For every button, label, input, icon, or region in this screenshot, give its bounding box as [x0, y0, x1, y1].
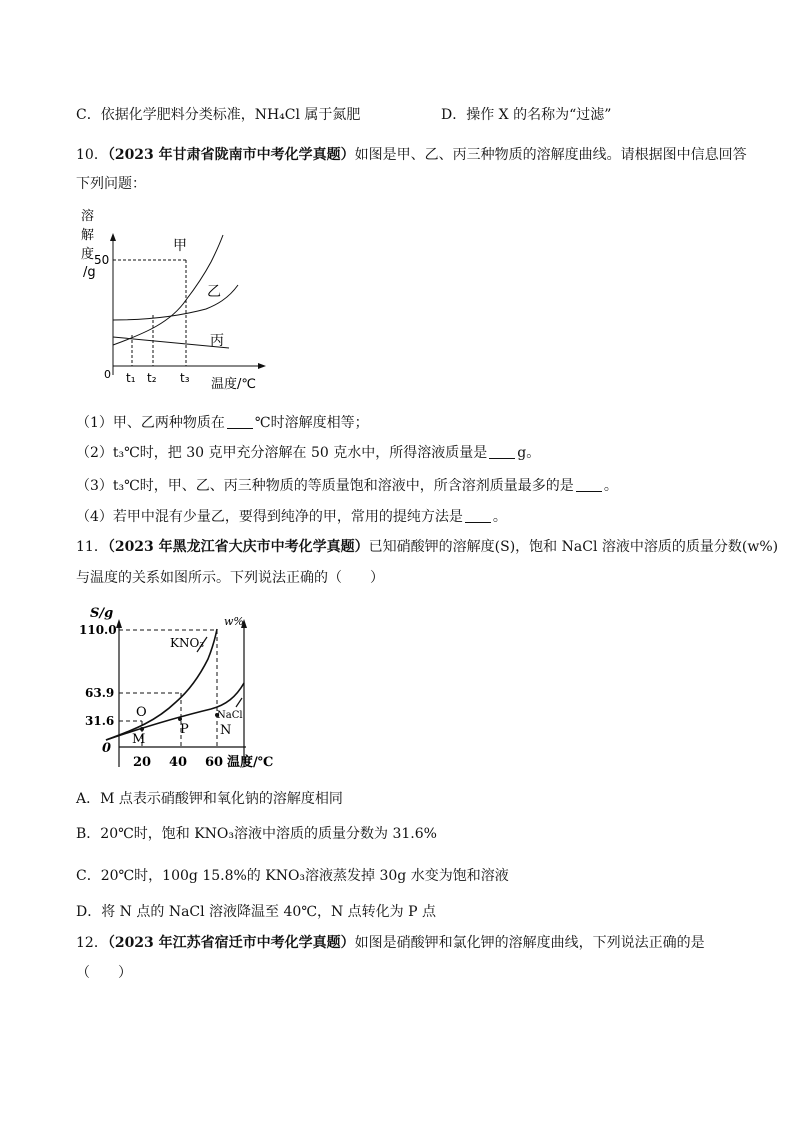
option-d-prev: D．操作 X 的名称为“过滤” [441, 107, 612, 123]
answer-blank[interactable] [489, 444, 515, 459]
q12-stem [76, 933, 705, 953]
q11-label-o: O [136, 705, 147, 720]
q10-stem-cont: 下列问题： [76, 176, 146, 192]
q10-sub-1 [76, 413, 369, 433]
q12-number: 12． [76, 935, 108, 951]
q10-tick-t2: t₂ [147, 371, 157, 385]
q10-ylabel-4: /g [83, 265, 96, 280]
answer-blank[interactable] [576, 477, 602, 492]
q11-label-m: M [132, 732, 146, 747]
q11-ylabel-right: w% [224, 615, 244, 628]
q10-sub-2 [76, 443, 540, 463]
q11-label-n: N [220, 723, 232, 738]
answer-blank[interactable] [227, 414, 253, 429]
q10-ylabel-1: 溶 [81, 209, 95, 224]
q12-answer-paren: （ ） [76, 965, 132, 981]
q10-tick-t1: t₁ [126, 371, 136, 385]
q11-y-arrow-left [116, 619, 122, 628]
q11-ylabel-left: S/g [90, 606, 114, 621]
q10-sub-3 [76, 476, 618, 496]
q10-sub-2-text: （2）t₃℃时，把 30 克甲充分溶解在 50 克水中，所得溶液质量是 [76, 445, 488, 461]
q11-xlabel: 温度/℃ [227, 755, 274, 770]
q11-number: 11． [76, 539, 108, 555]
q10-origin: 0 [104, 368, 111, 381]
q11-kno3-nacl-chart [76, 597, 274, 777]
q10-solubility-chart [76, 205, 276, 395]
q11-option-b[interactable]: B．20℃时，饱和 KNO₃溶液中溶质的质量分数为 31.6% [76, 826, 437, 842]
q11-option-a[interactable]: A．M 点表示硝酸钾和氧化钠的溶解度相同 [76, 791, 343, 807]
q11-stem [76, 537, 778, 557]
q10-sub-3-text-end: 。 [603, 478, 618, 494]
q11-point-m-dot [140, 727, 144, 731]
q10-tick-50: 50 [94, 253, 110, 267]
q10-sub-1-text: （1）甲、乙两种物质在 [76, 415, 225, 431]
q12-stem-text: 如图是硝酸钾和氯化钾的溶解度曲线，下列说法正确的是 [354, 935, 705, 951]
q11-source: （2023 年黑龙江省大庆市中考化学真题） [107, 539, 369, 555]
q10-label-jia: 甲 [173, 238, 187, 254]
q11-option-d[interactable]: D．将 N 点的 NaCl 溶液降温至 40℃，N 点转化为 P 点 [76, 904, 437, 920]
q11-tick-110: 110.0 [79, 623, 117, 637]
q11-nacl-pointer [236, 698, 242, 707]
q12-source: （2023 年江苏省宿迁市中考化学真题） [107, 935, 355, 951]
q10-source: （2023 年甘肃省陇南市中考化学真题） [107, 147, 355, 163]
q11-stem-cont: 与温度的关系如图所示。下列说法正确的（ ） [76, 570, 384, 586]
q10-label-bing: 丙 [210, 333, 224, 349]
q10-tick-t3: t₃ [180, 371, 190, 385]
q11-origin: 0 [102, 741, 112, 756]
q11-tick-31-6: 31.6 [85, 714, 115, 728]
q10-sub-1-text-end: ℃时溶解度相等； [254, 415, 369, 431]
option-c-prev: C．依据化学肥料分类标准，NH₄Cl 属于氮肥 [76, 107, 361, 123]
q10-y-arrow [110, 233, 116, 241]
q11-tick-60: 60 [205, 755, 224, 770]
q10-stem-text: 如图是甲、乙、丙三种物质的溶解度曲线。请根据图中信息回答 [354, 147, 747, 163]
q10-ylabel-3: 度 [81, 247, 95, 262]
q10-sub-4-text-end: 。 [492, 509, 507, 525]
q11-label-nacl: NaCl [217, 710, 243, 721]
q10-sub-4-text: （4）若甲中混有少量乙，要得到纯净的甲，常用的提纯方法是 [76, 509, 463, 525]
q11-option-c[interactable]: C．20℃时，100g 15.8%的 KNO₃溶液蒸发掉 30g 水变为饱和溶液 [76, 868, 509, 884]
q10-ylabel-2: 解 [81, 228, 95, 243]
q11-tick-40: 40 [169, 755, 188, 770]
q11-label-kno3: KNO₃ [170, 636, 205, 650]
q10-number: 10． [76, 147, 108, 163]
q10-x-arrow [258, 363, 266, 369]
q11-tick-63-9: 63.9 [85, 686, 115, 700]
q11-tick-20: 20 [133, 755, 152, 770]
q10-xlabel: 温度/℃ [211, 377, 256, 392]
q10-label-yi: 乙 [207, 284, 221, 300]
q11-point-p-dot [178, 717, 182, 721]
q11-stem-text: 已知硝酸钾的溶解度(S)，饱和 NaCl 溶液中溶质的质量分数(w%) [368, 539, 779, 555]
q11-label-p: P [180, 722, 189, 737]
q10-sub-4 [76, 507, 507, 527]
answer-blank[interactable] [465, 508, 491, 523]
q10-sub-3-text: （3）t₃℃时，甲、乙、丙三种物质的等质量饱和溶液中，所含溶剂质量最多的是 [76, 478, 574, 494]
q10-sub-2-text-end: g。 [517, 445, 541, 461]
q10-stem [76, 145, 747, 165]
